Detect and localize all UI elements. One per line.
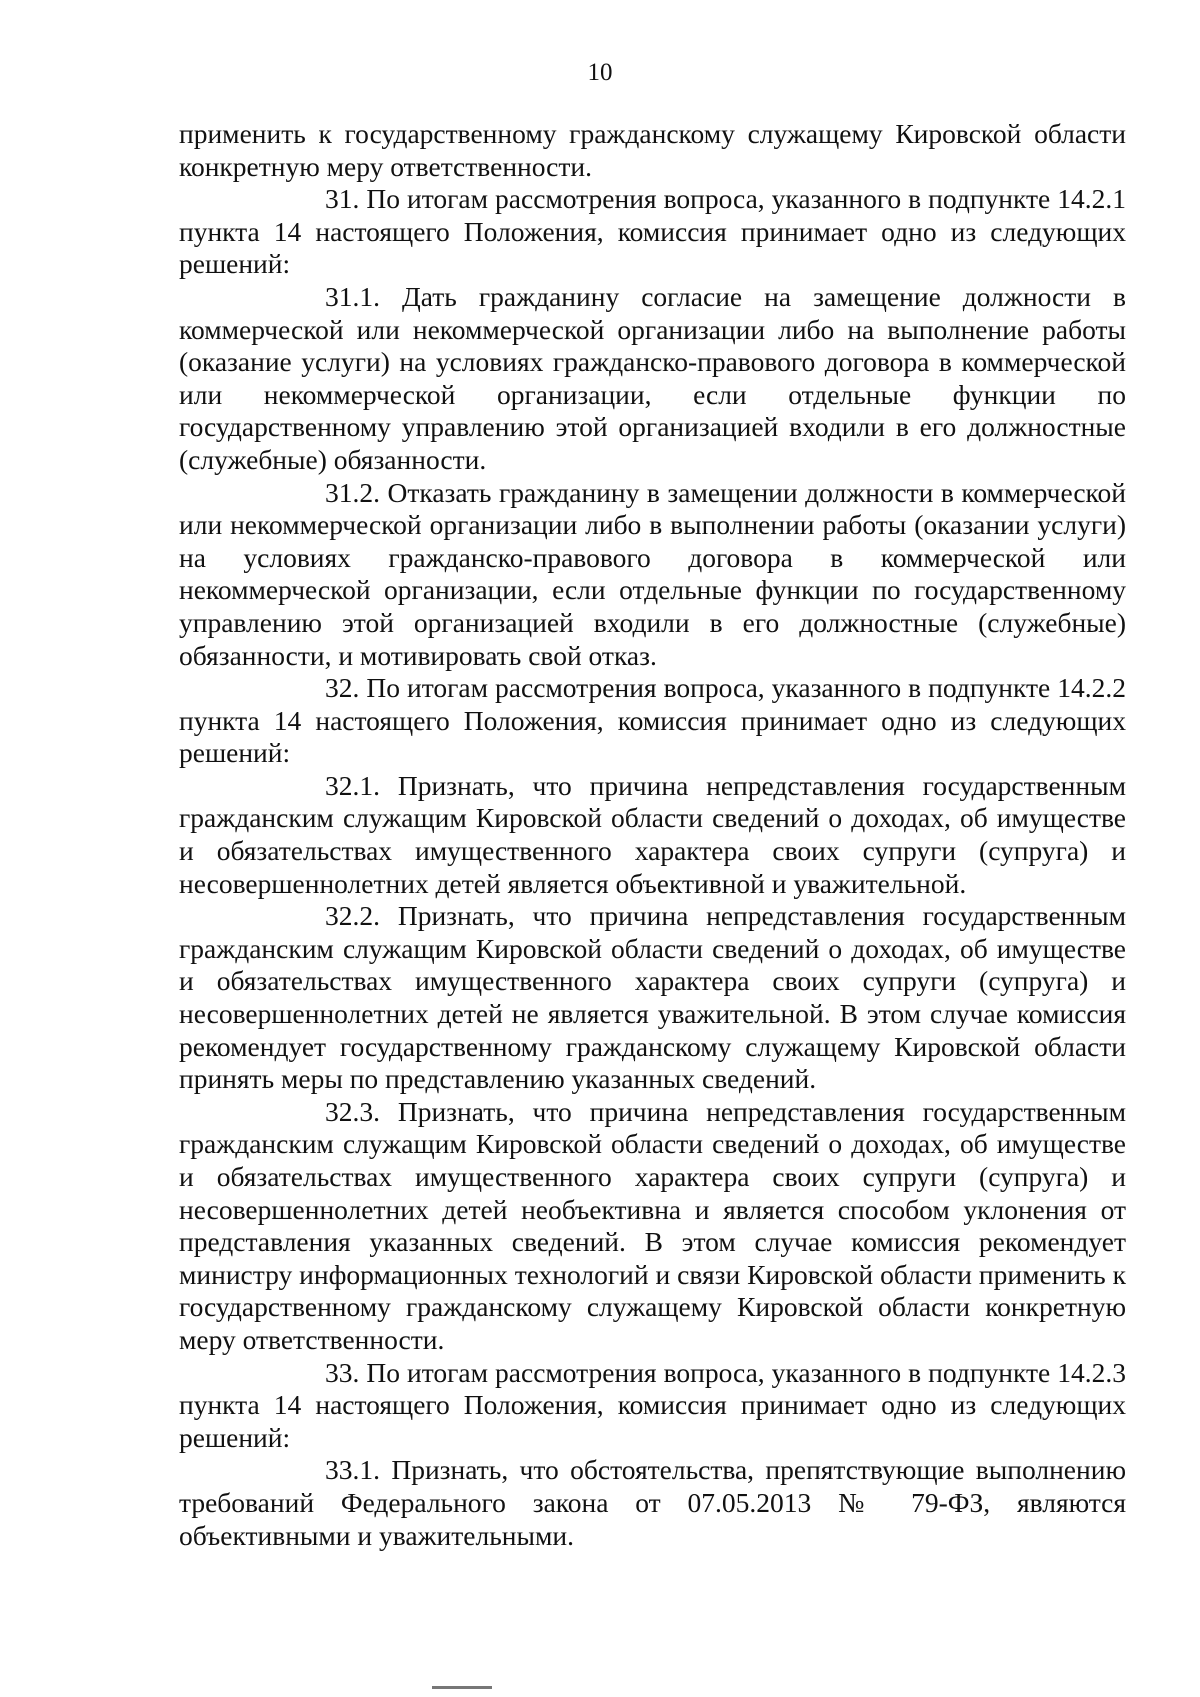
document-body bbox=[179, 118, 1126, 1552]
paragraph-text: По итогам рассмотрения вопроса, указанного в подпункте 14.2.3 пункта 14 настоящего Положения, комиссия принимает одно из следующих решений: bbox=[179, 1356, 1127, 1453]
paragraph-number: 32. bbox=[325, 672, 360, 704]
paragraph-31-2 bbox=[179, 477, 1126, 673]
paragraph-31 bbox=[179, 183, 1126, 281]
paragraph-text: По итогам рассмотрения вопроса, указанного в подпункте 14.2.1 пункта 14 настоящего Положения, комиссия принимает одно из следующих решений: bbox=[179, 183, 1127, 280]
paragraph-number: 32.3. bbox=[325, 1095, 380, 1127]
paragraph-text: Признать, что причина непредставления государственным гражданским служащим Кировской области сведений о доходах, об имуществе и обязательствах имущественного характера своих супруги (супруга) и несовершеннолетних детей не является уважительной. В этом случае комиссия рекомендует государственному гражданскому служащему Кировской области принять меры по представлению указанных сведений. bbox=[179, 900, 1126, 1095]
paragraph-32-2 bbox=[179, 900, 1126, 1096]
paragraph-continuation bbox=[179, 118, 1126, 183]
paragraph-number: 33. bbox=[325, 1356, 360, 1388]
paragraph-number: 32.1. bbox=[325, 769, 380, 801]
paragraph-33-1 bbox=[179, 1454, 1126, 1552]
paragraph-text: Дать гражданину согласие на замещение должности в коммерческой или некоммерческой организации либо на выполнение работы (оказание услуги) на условиях гражданско-правового договора в коммерческой или некоммерческой организации, если отдельные функции по государственному управлению этой организацией входили в его должностные (служебные) обязанности. bbox=[179, 280, 1127, 475]
paragraph-number: 31.2. bbox=[325, 476, 380, 508]
paragraph-text: Признать, что обстоятельства, препятствующие выполнению требований Федерального закона от 07.05.2013 № 79-ФЗ, являются объективными и уважительными. bbox=[179, 1454, 1126, 1551]
paragraph-number: 31.1. bbox=[325, 280, 380, 312]
paragraph-32 bbox=[179, 672, 1126, 770]
paragraph-text: применить к государственному гражданскому служащему Кировской области конкретную меру ответственности. bbox=[179, 118, 1126, 182]
paragraph-number: 32.2. bbox=[325, 900, 380, 932]
paragraph-number: 31. bbox=[325, 183, 360, 215]
paragraph-31-1 bbox=[179, 281, 1126, 477]
paragraph-text: Признать, что причина непредставления государственным гражданским служащим Кировской области сведений о доходах, об имуществе и обязательствах имущественного характера своих супруги (супруга) и несовершеннолетних детей необъективна и является способом уклонения от представления указанных сведений. В этом случае комиссия рекомендует министру информационных технологий и связи Кировской области применить к государственному гражданскому служащему Кировской области конкретную меру ответственности. bbox=[179, 1095, 1126, 1355]
paragraph-text: Признать, что причина непредставления государственным гражданским служащим Кировской области сведений о доходах, об имуществе и обязательствах имущественного характера своих супруги (супруга) и несовершеннолетних детей является объективной и уважительной. bbox=[179, 769, 1126, 899]
footer-scan-mark bbox=[432, 1686, 492, 1689]
paragraph-text: Отказать гражданину в замещении должности в коммерческой или некоммерческой организации либо в выполнении работы (оказании услуги) на условиях гражданско-правового договора в коммерческой или некоммерческой организации, если отдельные функции по государственному управлению этой организацией входили в его должностные (служебные) обязанности, и мотивировать свой отказ. bbox=[179, 476, 1126, 671]
paragraph-33 bbox=[179, 1357, 1126, 1455]
paragraph-text: По итогам рассмотрения вопроса, указанного в подпункте 14.2.2 пункта 14 настоящего Положения, комиссия принимает одно из следующих решений: bbox=[179, 672, 1127, 769]
paragraph-32-3 bbox=[179, 1096, 1126, 1357]
paragraph-32-1 bbox=[179, 770, 1126, 900]
page-number: 10 bbox=[587, 59, 613, 86]
paragraph-number: 33.1. bbox=[325, 1454, 380, 1486]
